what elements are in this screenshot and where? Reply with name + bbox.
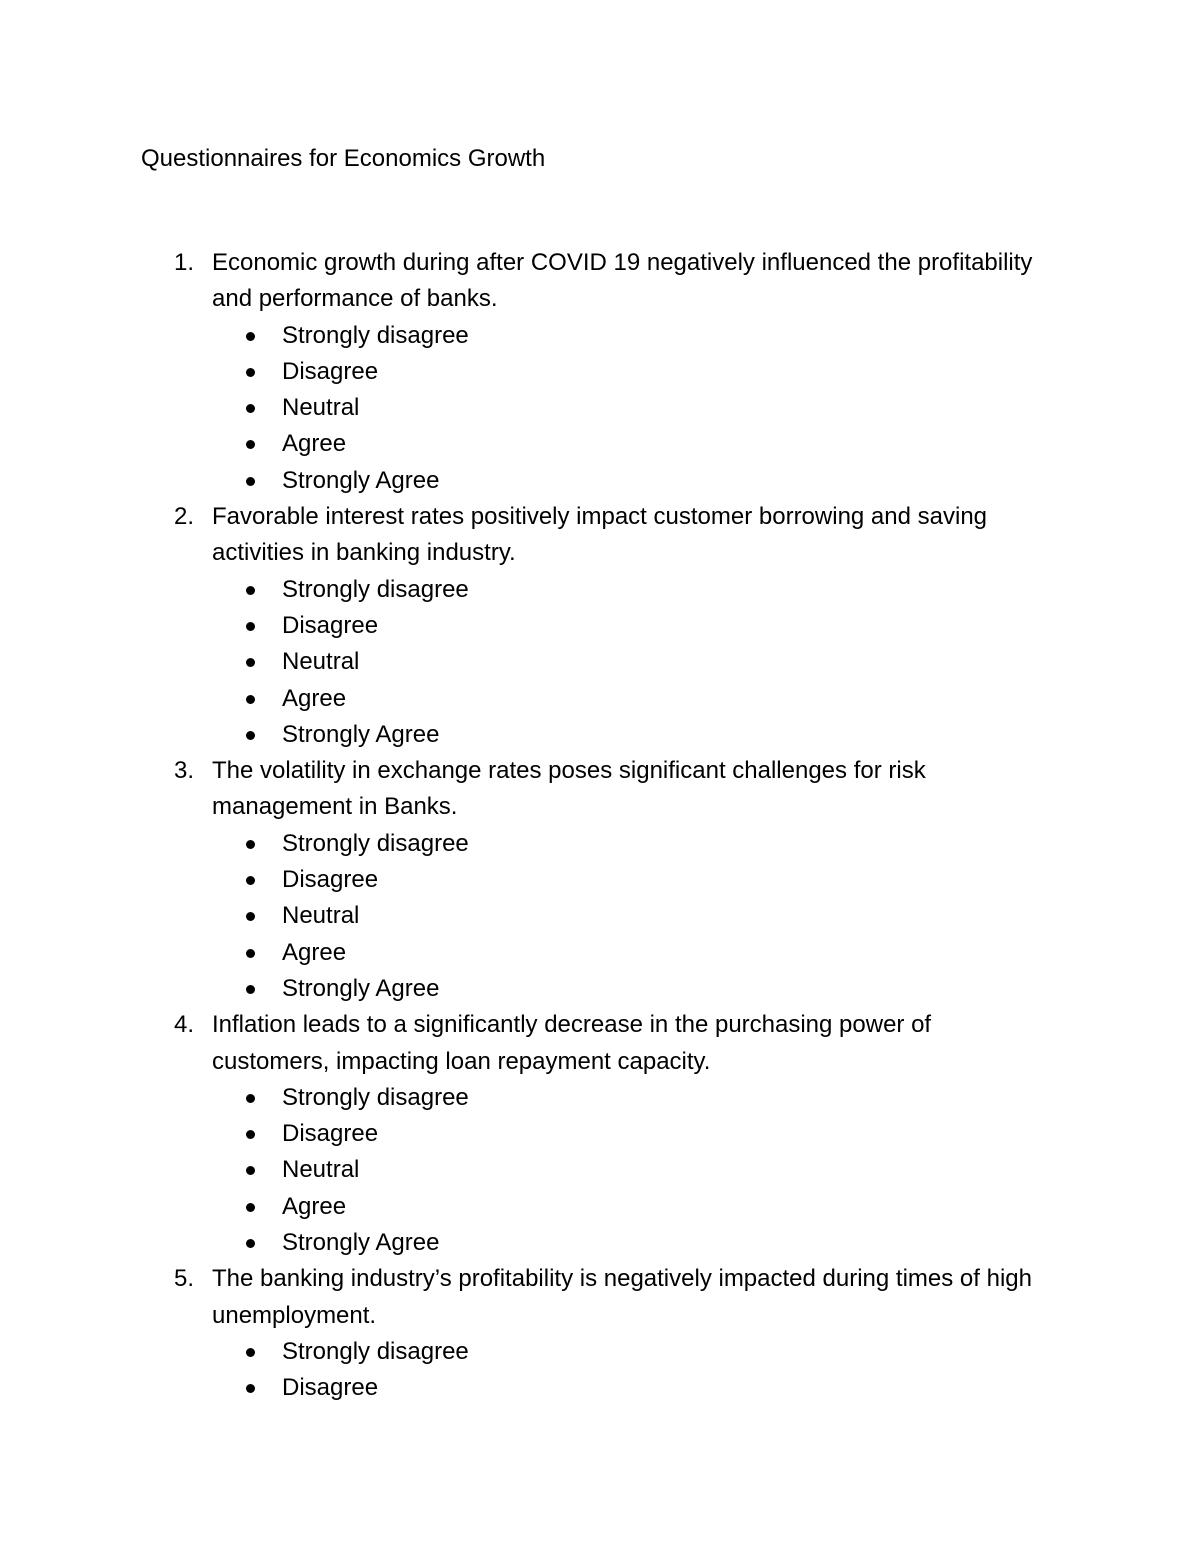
bullet-icon	[246, 985, 255, 994]
question-number: 4.	[174, 1011, 195, 1039]
option-label: Strongly Agree	[282, 974, 440, 1002]
option-label: Strongly disagree	[282, 829, 469, 857]
option-item	[0, 1080, 1200, 1116]
option-label: Strongly Agree	[282, 466, 440, 494]
option-item	[0, 935, 1200, 971]
option-label: Disagree	[282, 866, 379, 894]
bullet-icon	[246, 404, 255, 413]
bullet-icon	[246, 1384, 255, 1393]
option-list	[0, 318, 1200, 499]
question-number: 1.	[174, 249, 195, 276]
question-list	[0, 245, 1200, 1407]
question-item	[0, 1261, 1200, 1406]
question-text: Inflation leads to a significantly decrease in the purchasing power of customers, impacting loan repayment capacity.	[212, 1011, 932, 1075]
option-label: Strongly Agree	[282, 720, 440, 748]
option-label: Agree	[282, 1192, 347, 1220]
option-label: Agree	[282, 684, 347, 712]
option-label: Strongly disagree	[282, 321, 469, 349]
bullet-icon	[246, 731, 255, 740]
question-text: Favorable interest rates positively impact customer borrowing and saving activities in banking industry.	[212, 503, 988, 567]
option-label: Agree	[282, 938, 347, 966]
option-item	[0, 1225, 1200, 1261]
question-number: 5.	[174, 1265, 195, 1293]
option-label: Disagree	[282, 1120, 379, 1148]
question-text: The banking industry’s profitability is negatively impacted during times of high unemployment.	[212, 1265, 1032, 1329]
bullet-icon	[246, 949, 255, 958]
option-list	[0, 572, 1200, 753]
option-item	[0, 608, 1200, 644]
option-label: Neutral	[282, 902, 360, 930]
question-text: Economic growth during after COVID 19 negatively influenced the profitability and performance of banks.	[212, 249, 1033, 313]
option-item	[0, 1152, 1200, 1188]
option-label: Agree	[282, 430, 347, 458]
option-label: Strongly Agree	[282, 1229, 440, 1257]
bullet-icon	[246, 368, 255, 377]
bullet-icon	[246, 658, 255, 667]
option-item	[0, 572, 1200, 608]
bullet-icon	[246, 876, 255, 885]
option-item	[0, 681, 1200, 717]
option-item	[0, 862, 1200, 898]
bullet-icon	[246, 695, 255, 704]
option-item	[0, 390, 1200, 426]
bullet-icon	[246, 586, 255, 595]
bullet-icon	[246, 912, 255, 921]
bullet-icon	[246, 840, 255, 849]
option-item	[0, 463, 1200, 499]
bullet-icon	[246, 1203, 255, 1212]
question-item	[0, 245, 1200, 499]
question-item	[0, 499, 1200, 753]
document-title: Questionnaires for Economics Growth	[141, 145, 546, 172]
option-label: Strongly disagree	[282, 1337, 469, 1365]
option-item	[0, 1370, 1200, 1406]
option-item	[0, 826, 1200, 862]
bullet-icon	[246, 477, 255, 486]
bullet-icon	[246, 1166, 255, 1175]
option-label: Disagree	[282, 1374, 379, 1402]
option-label: Neutral	[282, 394, 360, 422]
question-item	[0, 753, 1200, 1007]
question-text: The volatility in exchange rates poses significant challenges for risk management in Banks.	[212, 757, 926, 821]
bullet-icon	[246, 332, 255, 341]
option-label: Strongly disagree	[282, 1083, 469, 1111]
option-item	[0, 354, 1200, 390]
option-item	[0, 1334, 1200, 1370]
option-list	[0, 1080, 1200, 1261]
option-item	[0, 898, 1200, 934]
bullet-icon	[246, 622, 255, 631]
question-item	[0, 1007, 1200, 1261]
bullet-icon	[246, 1348, 255, 1357]
option-item	[0, 318, 1200, 354]
option-item	[0, 1189, 1200, 1225]
bullet-icon	[246, 1130, 255, 1139]
option-label: Disagree	[282, 611, 379, 639]
option-label: Strongly disagree	[282, 575, 469, 603]
question-number: 3.	[174, 757, 195, 785]
bullet-icon	[246, 1239, 255, 1248]
option-item	[0, 717, 1200, 753]
option-list	[0, 826, 1200, 1007]
option-item	[0, 644, 1200, 680]
bullet-icon	[246, 1094, 255, 1103]
option-list	[0, 1334, 1200, 1407]
option-label: Disagree	[282, 357, 379, 385]
option-label: Neutral	[282, 1156, 360, 1184]
option-item	[0, 1116, 1200, 1152]
question-number: 2.	[174, 503, 195, 531]
option-label: Neutral	[282, 648, 360, 676]
bullet-icon	[246, 440, 255, 449]
option-item	[0, 426, 1200, 462]
option-item	[0, 971, 1200, 1007]
